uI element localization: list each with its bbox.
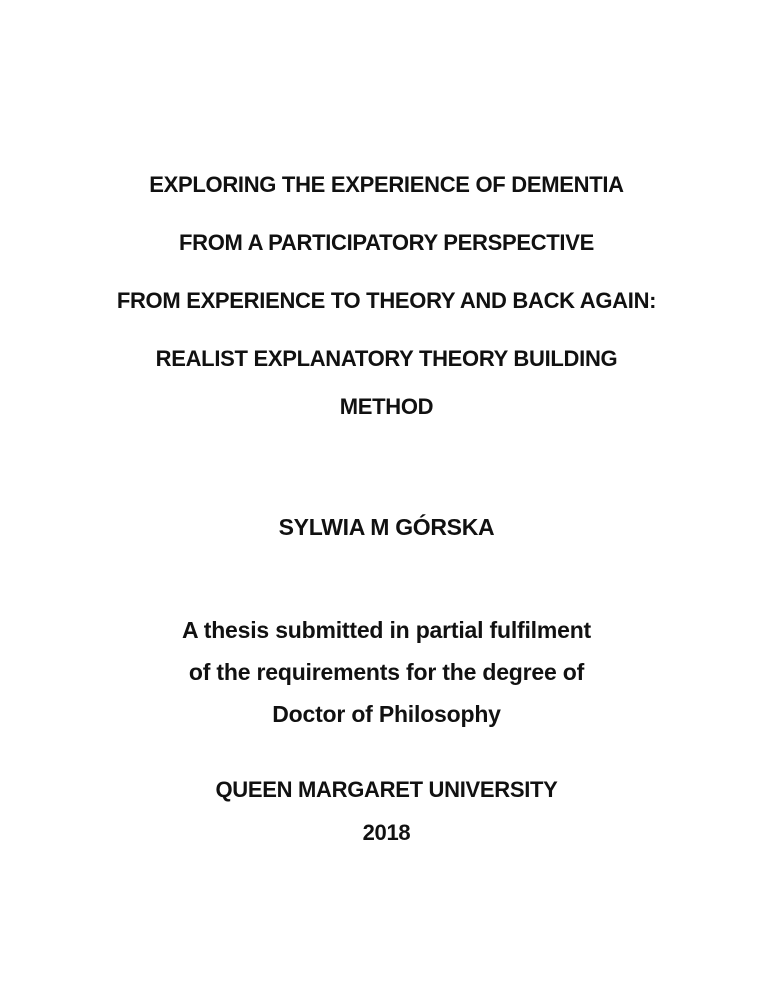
institution-name: QUEEN MARGARET UNIVERSITY	[215, 777, 558, 802]
submission-year: 2018	[362, 820, 411, 845]
degree-statement-line-1: A thesis submitted in partial fulfilment	[181, 617, 592, 643]
title-line-2: FROM A PARTICIPATORY PERSPECTIVE	[179, 230, 594, 255]
degree-statement-line-2: of the requirements for the degree of	[188, 659, 585, 685]
title-line-4: REALIST EXPLANATORY THEORY BUILDING	[155, 346, 618, 371]
title-line-5: METHOD	[339, 394, 434, 419]
author-name: SYLWIA M GÓRSKA	[278, 514, 495, 540]
degree-name: Doctor of Philosophy	[272, 701, 501, 727]
title-line-1: EXPLORING THE EXPERIENCE OF DEMENTIA	[149, 172, 624, 197]
title-line-3: FROM EXPERIENCE TO THEORY AND BACK AGAIN:	[116, 288, 657, 313]
